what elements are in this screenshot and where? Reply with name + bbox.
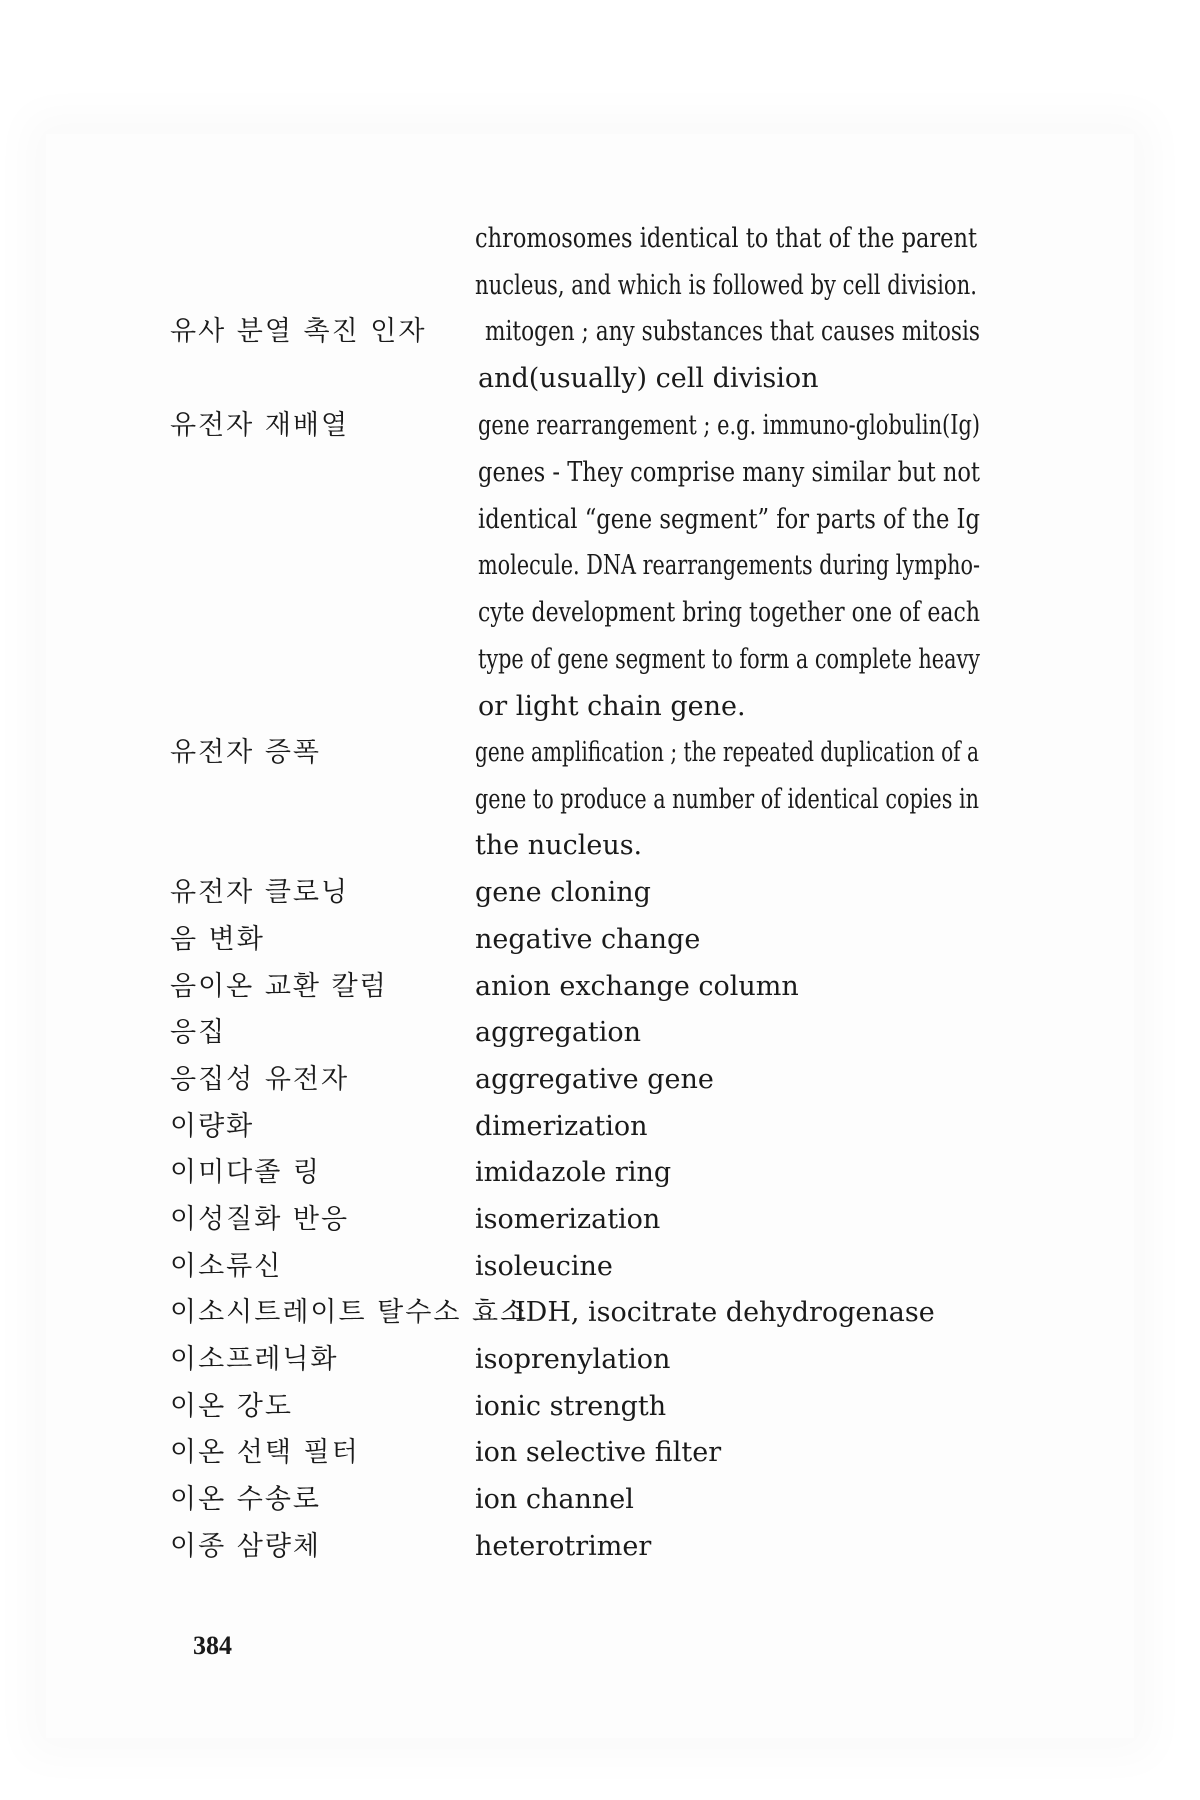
glossary-definition-line: gene cloning — [475, 877, 651, 908]
continuation-line: nucleus, and which is followed by cell division. — [475, 270, 977, 301]
glossary-term: 이종 삼량체 — [170, 1531, 321, 1562]
glossary-term: 이미다졸 링 — [170, 1157, 321, 1188]
glossary-definition-line: gene rearrangement ; e.g. immuno-globulin(Ig) — [478, 410, 980, 441]
glossary-definition-line: type of gene segment to form a complete heavy — [478, 644, 980, 675]
glossary-term: 유전자 재배열 — [170, 410, 350, 441]
glossary-definition-line: molecule. DNA rearrangements during lympho- — [478, 550, 980, 581]
glossary-definition-line: the nucleus. — [475, 830, 643, 861]
glossary-term: 이소시트레이트 탈수소 효소 — [170, 1297, 529, 1328]
glossary-definition-line: ion channel — [475, 1484, 634, 1515]
glossary-term: 응집성 유전자 — [170, 1064, 350, 1095]
glossary-definition-line: gene to produce a number of identical copies in — [475, 784, 979, 815]
glossary-definition-line: ion selective filter — [475, 1437, 722, 1468]
glossary-definition-line: ionic strength — [475, 1391, 667, 1422]
glossary-definition-line: IDH, isocitrate dehydrogenase — [515, 1297, 935, 1328]
glossary-term: 유전자 클로닝 — [170, 877, 350, 908]
glossary-term: 음이온 교환 칼럼 — [170, 971, 388, 1002]
glossary-definition-line: isoleucine — [475, 1251, 613, 1282]
glossary-term: 유전자 증폭 — [170, 737, 321, 768]
glossary-definition-line: mitogen ; any substances that causes mitosis — [485, 316, 980, 347]
continuation-line: chromosomes identical to that of the parent — [475, 223, 977, 254]
glossary-definition-line: or light chain gene. — [478, 691, 746, 722]
glossary-term: 응집 — [170, 1017, 227, 1048]
page-number: 384 — [193, 1631, 232, 1660]
glossary-definition-line: isomerization — [475, 1204, 661, 1235]
glossary-definition-line: anion exchange column — [475, 971, 799, 1002]
glossary-term: 이량화 — [170, 1111, 255, 1142]
glossary-definition-line: genes - They comprise many similar but not — [478, 457, 980, 488]
glossary-term: 이소류신 — [170, 1251, 283, 1282]
glossary-definition-line: isoprenylation — [475, 1344, 671, 1375]
glossary-definition-line: aggregation — [475, 1017, 642, 1048]
glossary-definition-line: negative change — [475, 924, 701, 955]
glossary-definition-line: dimerization — [475, 1111, 648, 1142]
glossary-definition-line: gene amplification ; the repeated duplication of a — [475, 737, 979, 768]
glossary-definition-line: cyte development bring together one of each — [478, 597, 980, 628]
glossary-definition-line: and(usually) cell division — [478, 363, 819, 394]
glossary-term: 음 변화 — [170, 924, 265, 955]
glossary-definition-line: aggregative gene — [475, 1064, 714, 1095]
glossary-term: 이성질화 반응 — [170, 1204, 350, 1235]
glossary-term: 이소프레닉화 — [170, 1344, 339, 1375]
glossary-term: 이온 선택 필터 — [170, 1437, 360, 1468]
glossary-term: 유사 분열 촉진 인자 — [170, 316, 427, 347]
glossary-term: 이온 강도 — [170, 1391, 293, 1422]
glossary-term: 이온 수송로 — [170, 1484, 321, 1515]
glossary-definition-line: identical “gene segment” for parts of the Ig — [478, 504, 980, 535]
glossary-definition-line: heterotrimer — [475, 1531, 652, 1562]
glossary-definition-line: imidazole ring — [475, 1157, 672, 1188]
